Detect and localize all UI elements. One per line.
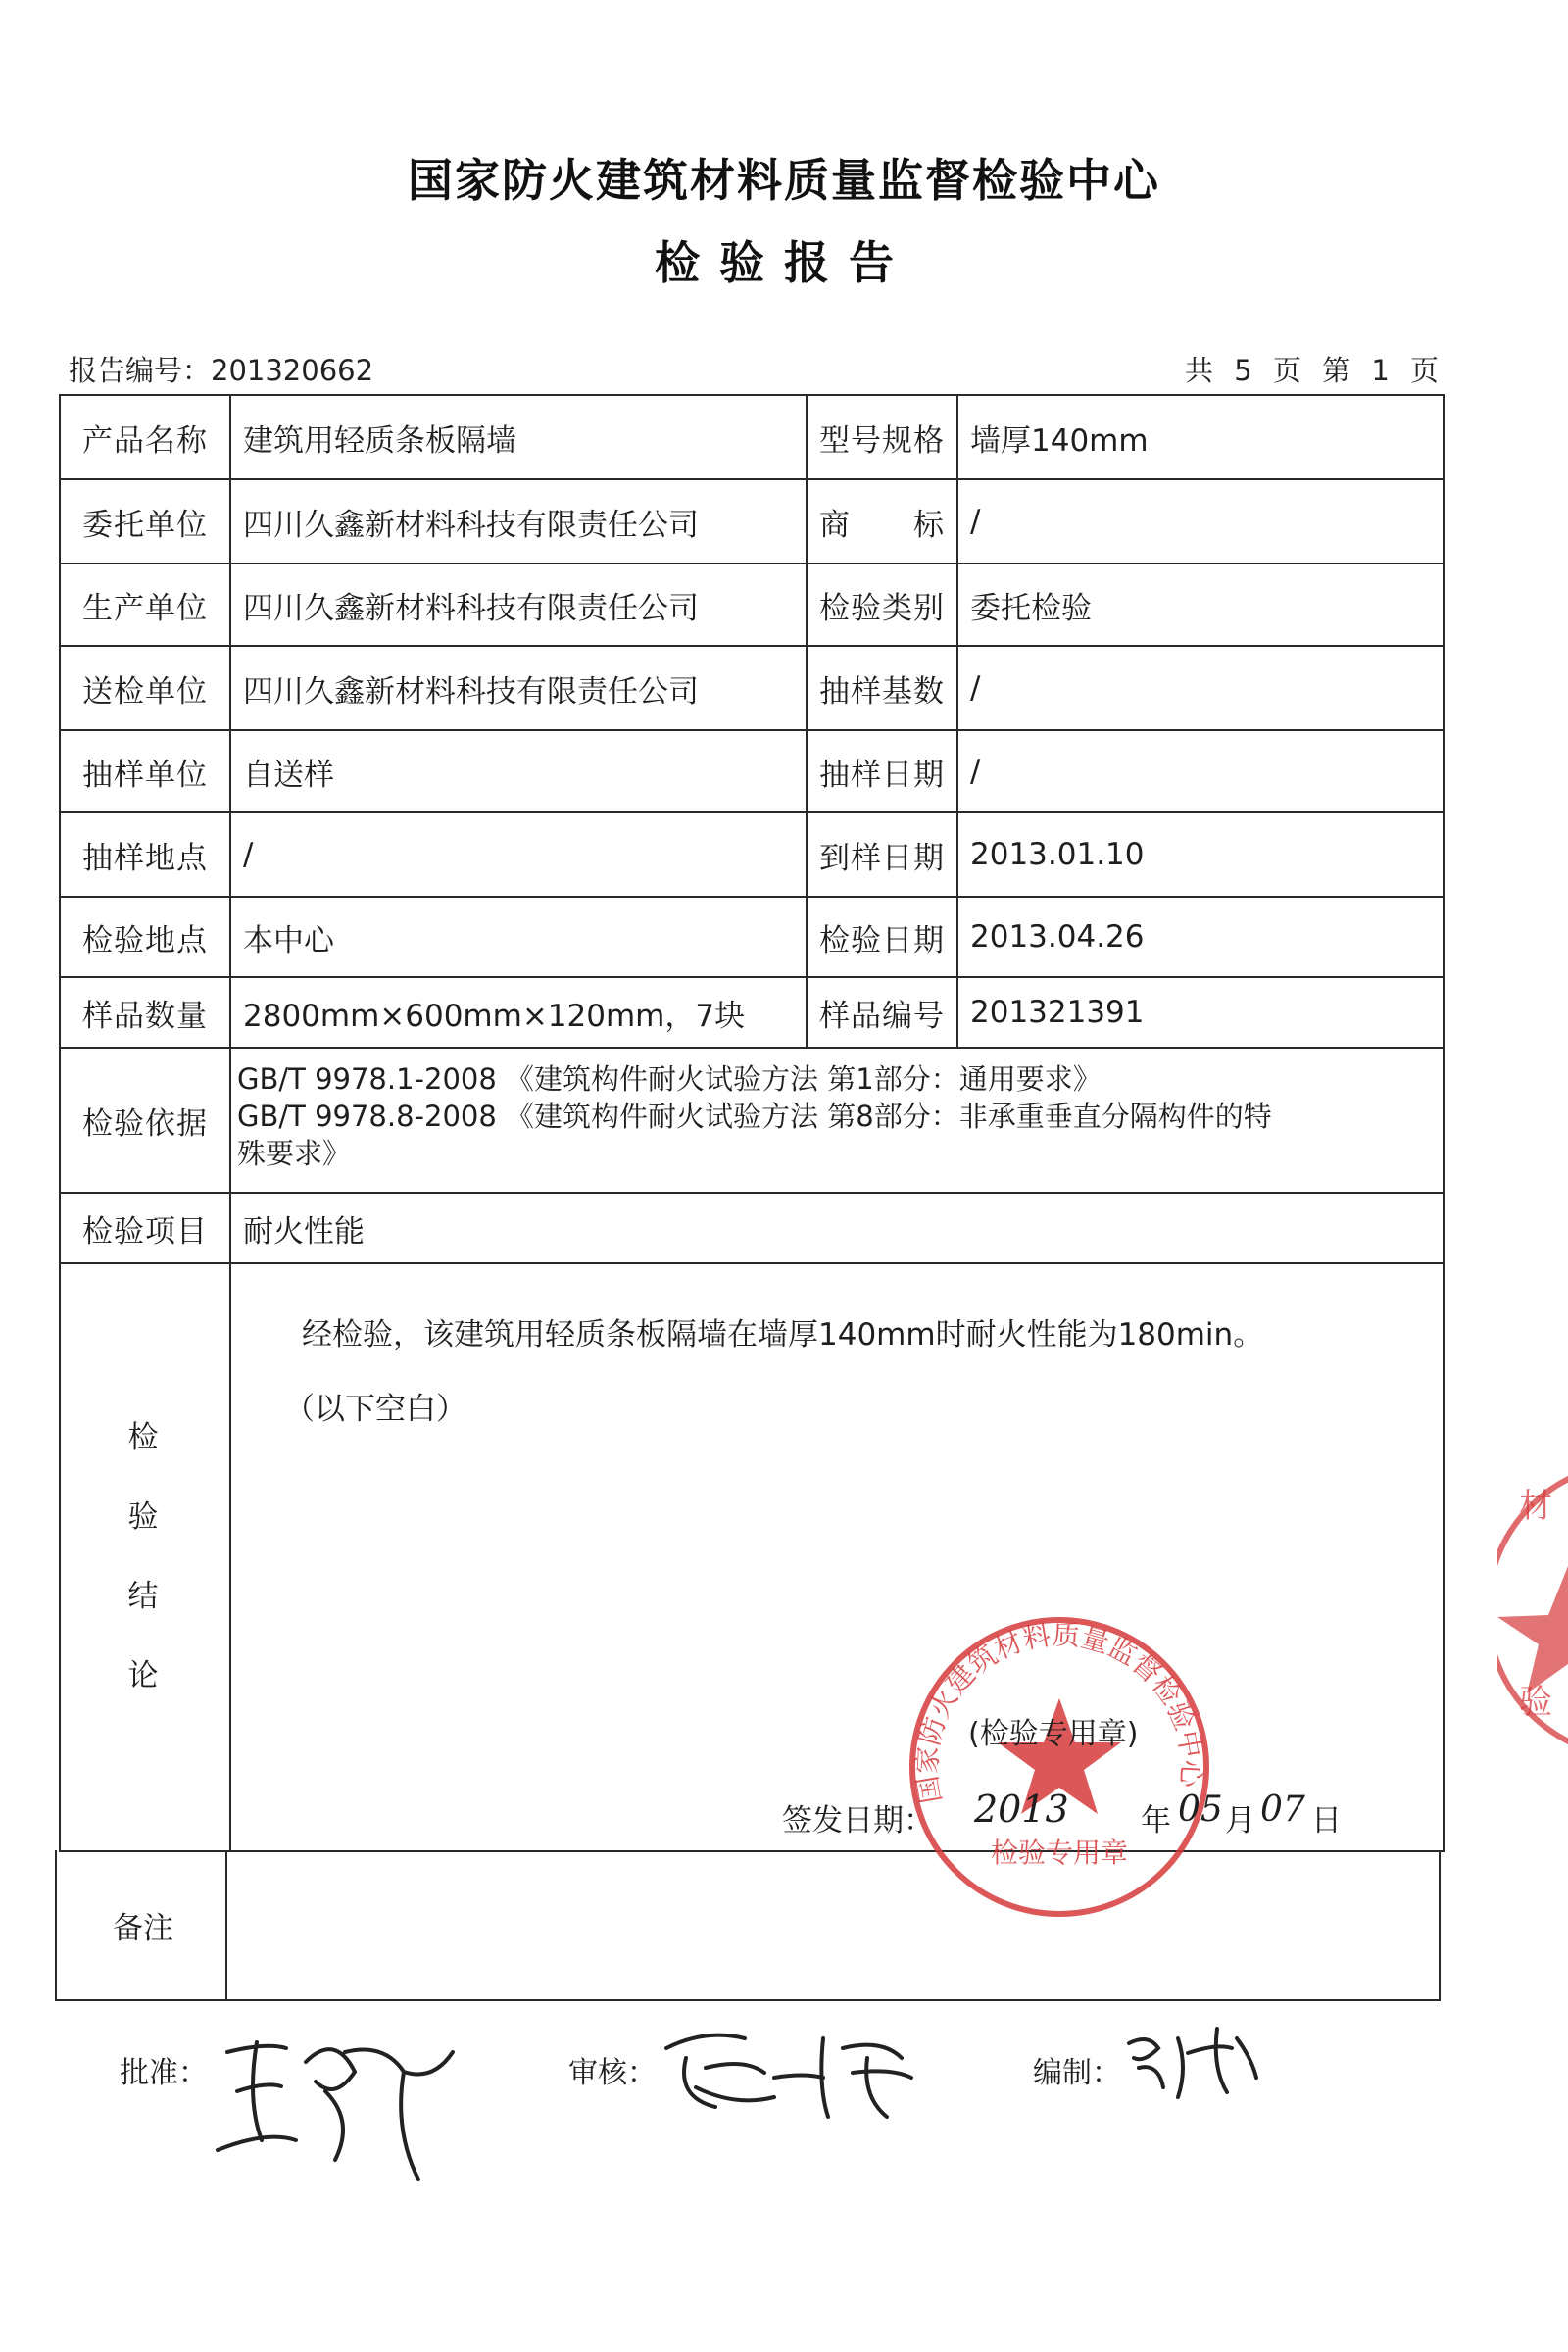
label-model-spec: 型号规格: [819, 422, 945, 459]
value-inspection-type: 委托检验: [970, 590, 1092, 626]
label-trademark: 商 标: [819, 507, 945, 543]
issue-month: 05: [1178, 1789, 1223, 1830]
conclusion-label-char: 验: [127, 1499, 159, 1535]
label-manufacturer: 生产单位: [82, 590, 208, 626]
label-product-name: 产品名称: [82, 422, 208, 459]
report-number: 报告编号：201320662: [69, 354, 374, 387]
page-info: 共 5 页 第 1 页: [1185, 354, 1441, 387]
approver-signature: [208, 2013, 463, 2209]
test-basis-list: [237, 1060, 1272, 1172]
value-sample-number: 201321391: [970, 995, 1145, 1030]
value-trademark: /: [970, 504, 981, 539]
value-test-item: 耐火性能: [243, 1213, 365, 1250]
approve-label: 批准：: [120, 2056, 208, 2090]
conclusion-label-char: 结: [127, 1579, 159, 1614]
star-icon: [1497, 1566, 1568, 1693]
label-sample-number: 样品编号: [819, 998, 945, 1034]
value-sample-quantity: 2800mm×600mm×120mm，7块: [243, 998, 746, 1034]
review-label: 审核：: [568, 2056, 657, 2090]
label-test-item: 检验项目: [82, 1213, 208, 1250]
issue-date-label: 签发日期：: [782, 1803, 934, 1838]
conclusion-label-char: 论: [127, 1658, 159, 1693]
blank-below-note: （以下空白）: [284, 1392, 466, 1427]
value-sampling-date: /: [970, 754, 981, 789]
label-sampling-unit: 抽样单位: [82, 757, 208, 793]
value-sampling-base: /: [970, 670, 981, 706]
edge-seal: [1497, 1448, 1568, 1772]
label-sampling-date: 抽样日期: [819, 757, 945, 793]
conclusion-text: 经检验，该建筑用轻质条板隔墙在墙厚140mm时耐火性能为180min。: [302, 1317, 1264, 1352]
label-test-basis: 检验依据: [82, 1105, 208, 1142]
doc-title: 检验报告: [655, 236, 913, 289]
value-manufacturer: 四川久鑫新材料科技有限责任公司: [243, 590, 699, 626]
compiler-signature: [1119, 2019, 1266, 2107]
org-title: 国家防火建筑材料质量监督检验中心: [408, 154, 1160, 207]
label-client: 委托单位: [82, 507, 208, 543]
label-inspection-type: 检验类别: [819, 590, 945, 626]
label-test-date: 检验日期: [819, 922, 945, 958]
conclusion-label-char: 检: [127, 1420, 159, 1455]
label-conclusion: [59, 1262, 227, 1852]
reviewer-signature: [657, 2019, 931, 2127]
value-model-spec: 墙厚140mm: [970, 422, 1149, 459]
value-test-date: 2013.04.26: [970, 919, 1145, 955]
value-sampling-unit: 自送样: [243, 757, 334, 793]
value-arrival-date: 2013.01.10: [970, 837, 1145, 872]
value-test-site: 本中心: [243, 922, 334, 958]
test-basis-line: GB/T 9978.1-2008 《建筑构件耐火试验方法 第1部分：通用要求》: [237, 1062, 1102, 1096]
day-char: 日: [1311, 1803, 1342, 1838]
label-remark: 备注: [113, 1910, 173, 1946]
seal-note: (检验专用章): [968, 1717, 1139, 1751]
issue-year: 2013: [974, 1788, 1069, 1831]
label-arrival-date: 到样日期: [819, 840, 945, 876]
label-sample-quantity: 样品数量: [82, 998, 208, 1034]
value-product-name: 建筑用轻质条板隔墙: [243, 422, 516, 459]
official-seal: [898, 1605, 1221, 1929]
issue-day: 07: [1260, 1789, 1305, 1830]
label-sampling-site: 抽样地点: [82, 840, 208, 876]
label-test-site: 检验地点: [82, 922, 208, 958]
label-sampling-base: 抽样基数: [819, 673, 945, 710]
test-basis-line: 殊要求》: [237, 1137, 352, 1170]
value-submitter: 四川久鑫新材料科技有限责任公司: [243, 673, 699, 710]
label-submitter: 送检单位: [82, 673, 208, 710]
value-client: 四川久鑫新材料科技有限责任公司: [243, 507, 699, 543]
edge-seal-char: 验: [1519, 1683, 1552, 1722]
month-char: 月: [1225, 1803, 1255, 1838]
compile-label: 编制：: [1033, 2056, 1121, 2090]
seal-inner-text: 检验专用章: [990, 1837, 1129, 1869]
test-basis-line: GB/T 9978.8-2008 《建筑构件耐火试验方法 第8部分：非承重垂直分隔构件的特: [237, 1100, 1272, 1133]
seal-ring-text: 国家防火建筑材料质量监督检验中心: [910, 1618, 1208, 1806]
year-char: 年: [1141, 1803, 1171, 1838]
edge-seal-char: 材: [1519, 1487, 1552, 1526]
value-sampling-site: /: [243, 837, 254, 872]
